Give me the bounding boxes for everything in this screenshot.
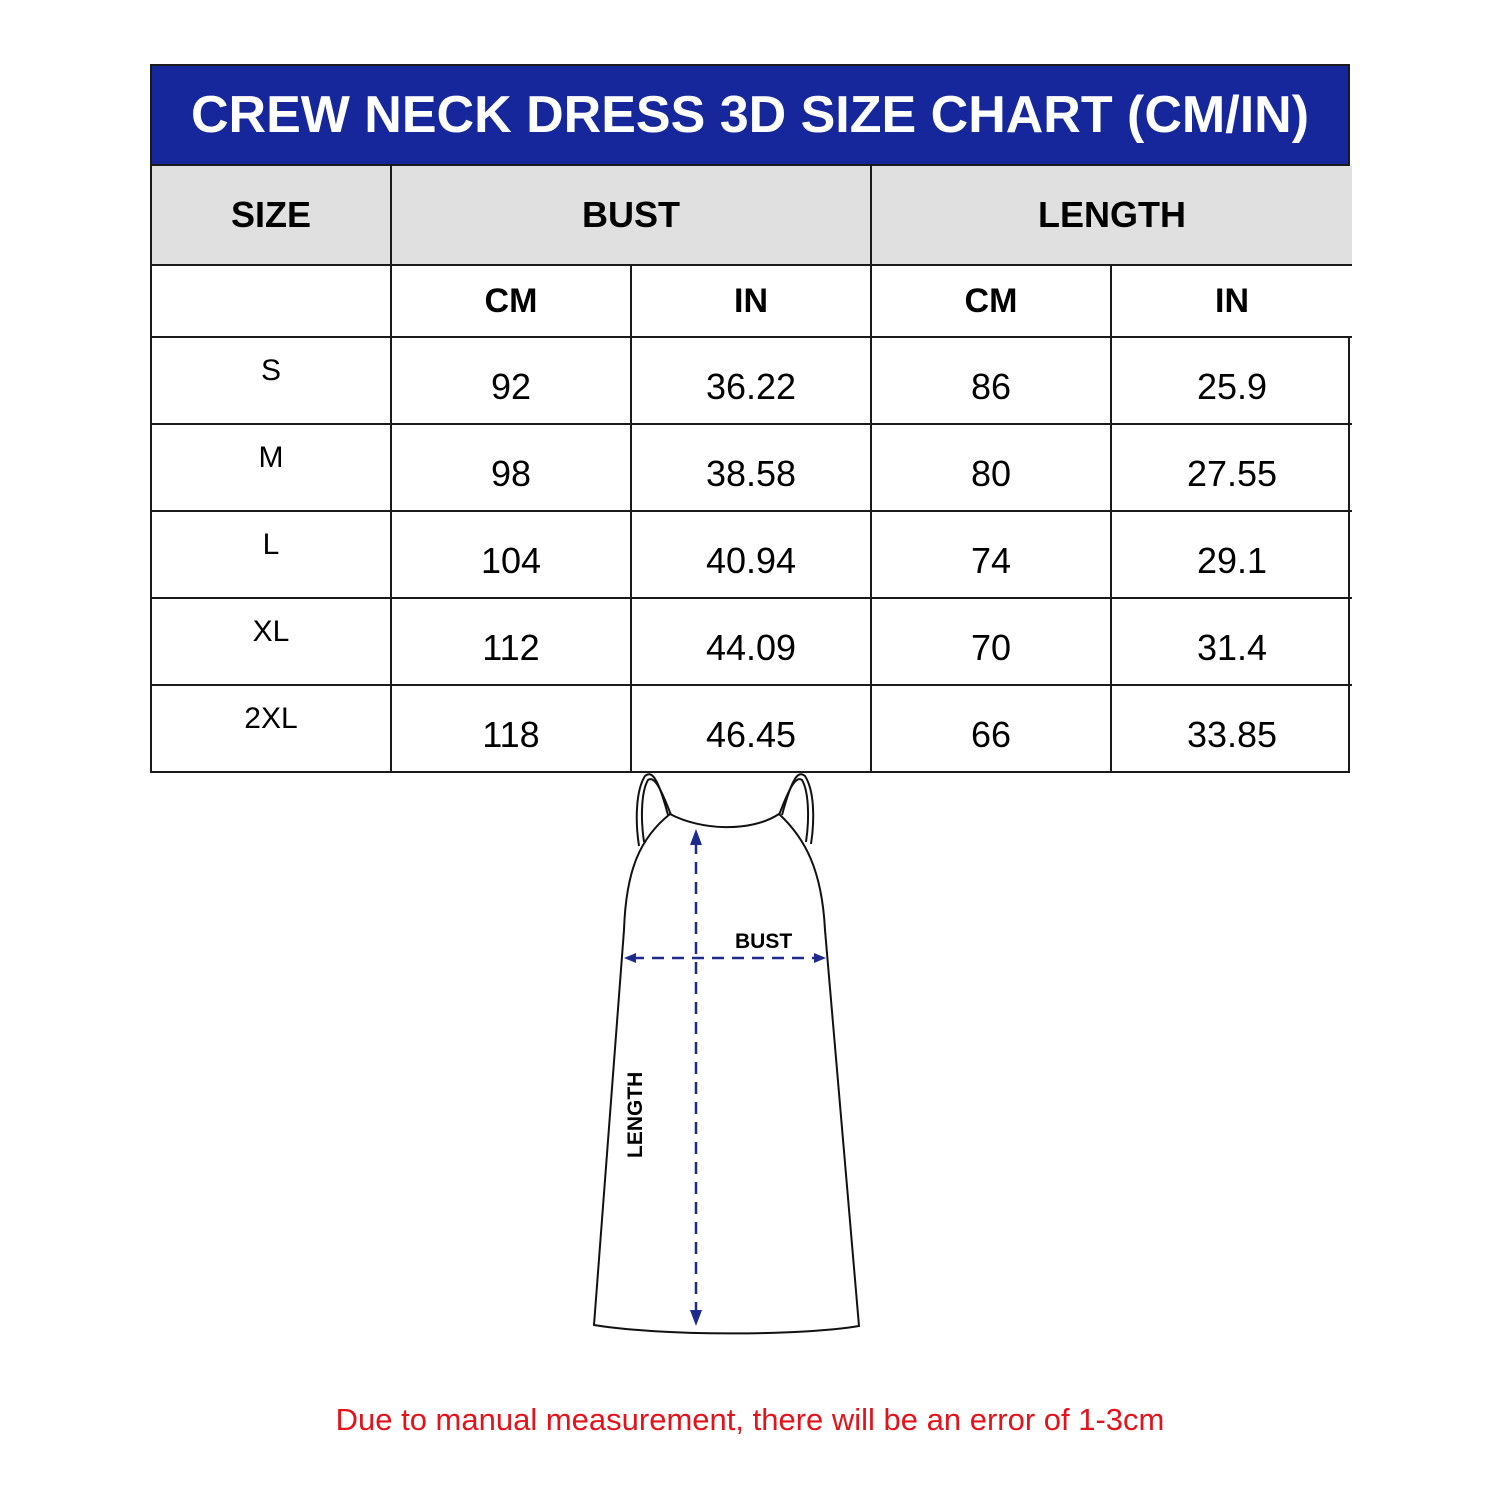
size-cell: XL — [152, 598, 391, 685]
length-label: LENGTH — [624, 1071, 647, 1158]
unit-header-row — [152, 265, 1352, 337]
chart-title: CREW NECK DRESS 3D SIZE CHART (CM/IN) — [190, 86, 1310, 144]
length-in-cell: 33.85 — [1111, 685, 1352, 771]
bust-in-cell: 46.45 — [631, 685, 871, 771]
dress-diagram — [560, 760, 900, 1360]
group-header-row — [152, 166, 1352, 265]
table-row — [152, 685, 1352, 771]
length-cm-cell: 74 — [871, 511, 1111, 598]
bust-in-cell: 44.09 — [631, 598, 871, 685]
bust-cm-cell: 98 — [391, 424, 631, 511]
size-cell: S — [152, 337, 391, 424]
header-bust-cm: CM — [391, 265, 631, 337]
length-in-cell: 25.9 — [1111, 337, 1352, 424]
header-bust: BUST — [391, 166, 871, 265]
length-cm-cell: 80 — [871, 424, 1111, 511]
bust-in-cell: 38.58 — [631, 424, 871, 511]
title-bar — [152, 66, 1348, 166]
bust-cm-cell: 104 — [391, 511, 631, 598]
length-cm-cell: 86 — [871, 337, 1111, 424]
size-table — [152, 166, 1352, 771]
bust-in-cell: 40.94 — [631, 511, 871, 598]
header-length-cm: CM — [871, 265, 1111, 337]
header-length-in: IN — [1111, 265, 1352, 337]
size-cell: M — [152, 424, 391, 511]
length-cm-cell: 66 — [871, 685, 1111, 771]
bust-cm-cell: 112 — [391, 598, 631, 685]
length-in-cell: 27.55 — [1111, 424, 1352, 511]
header-bust-in: IN — [631, 265, 871, 337]
bust-cm-cell: 118 — [391, 685, 631, 771]
bust-label: BUST — [735, 930, 793, 953]
bust-in-cell: 36.22 — [631, 337, 871, 424]
size-chart — [150, 64, 1350, 773]
measurement-note: Due to manual measurement, there will be an error of 1-3cm — [335, 1402, 1165, 1437]
header-empty — [152, 265, 391, 337]
length-in-cell: 29.1 — [1111, 511, 1352, 598]
table-row — [152, 337, 1352, 424]
table-row — [152, 511, 1352, 598]
header-length: LENGTH — [871, 166, 1352, 265]
header-size: SIZE — [152, 166, 391, 265]
length-cm-cell: 70 — [871, 598, 1111, 685]
size-cell: 2XL — [152, 685, 391, 771]
length-in-cell: 31.4 — [1111, 598, 1352, 685]
bust-cm-cell: 92 — [391, 337, 631, 424]
table-row — [152, 424, 1352, 511]
table-row — [152, 598, 1352, 685]
size-cell: L — [152, 511, 391, 598]
